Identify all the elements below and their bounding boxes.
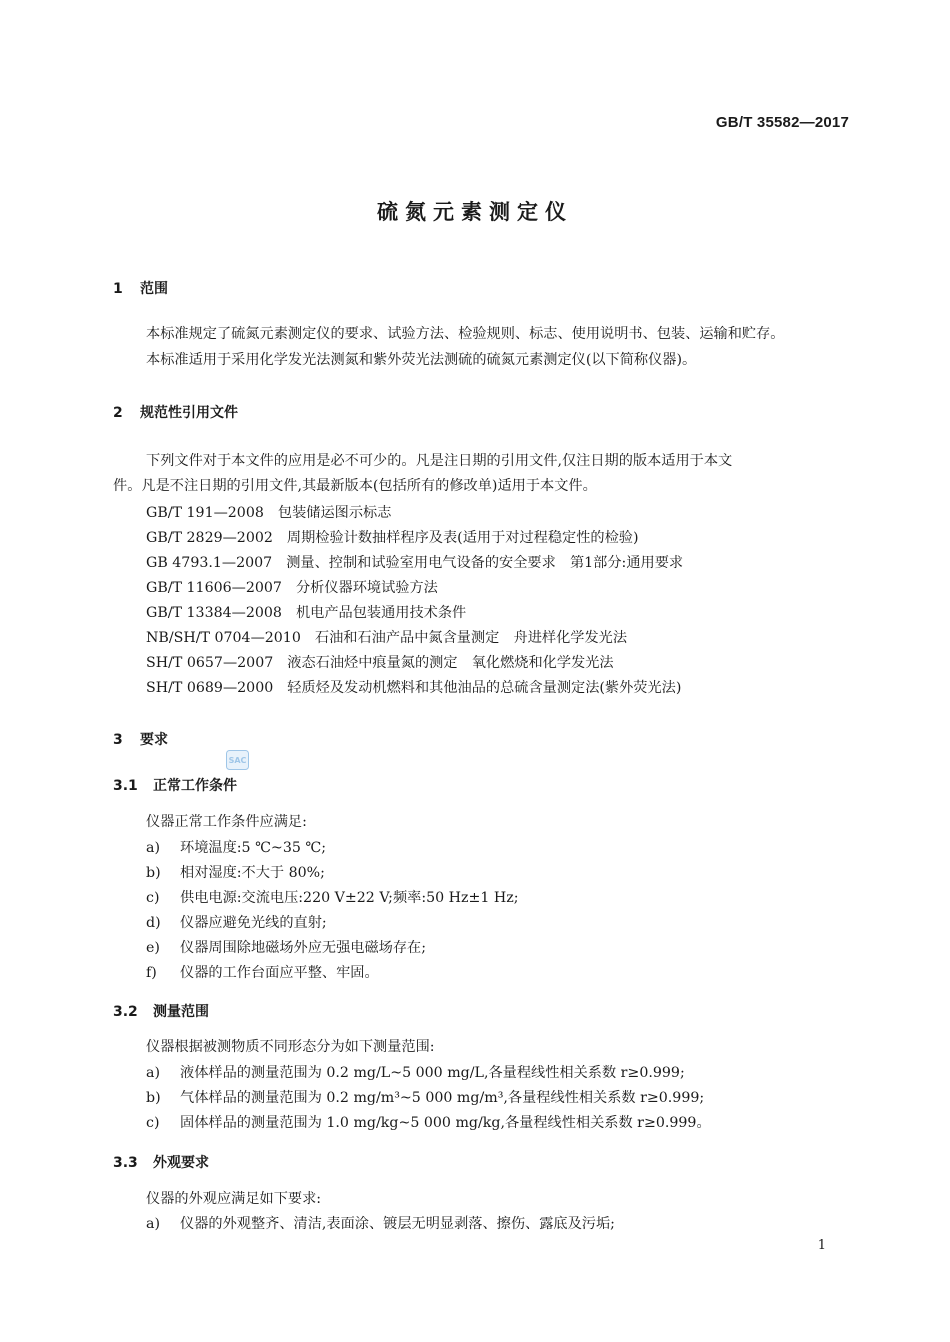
list-marker: c) (146, 1115, 160, 1131)
section-3-1-intro: 仪器正常工作条件应满足: (146, 814, 307, 830)
list-text: 液体样品的测量范围为 0.2 mg/L~5 000 mg/L,各量程线性相关系数 r≥0.999; (180, 1065, 685, 1081)
reference-code: SH/T 0689—2000 (146, 680, 274, 696)
section-1-heading (113, 278, 168, 298)
reference-item (146, 627, 627, 647)
section-3-3-intro: 仪器的外观应满足如下要求: (146, 1191, 322, 1207)
list-text: 仪器的工作台面应平整、牢固。 (180, 965, 379, 981)
reference-title: 轻质烃及发动机燃料和其他油品的总硫含量测定法(紫外荧光法) (287, 680, 682, 696)
section-2-paragraph-line-1: 下列文件对于本文件的应用是必不可少的。凡是注日期的引用文件,仅注日期的版本适用于本文 (146, 453, 733, 469)
reference-title: 周期检验计数抽样程序及表(适用于对过程稳定性的检验) (286, 530, 639, 546)
section-title: 外观要求 (153, 1155, 209, 1171)
list-item (146, 1112, 711, 1132)
list-text: 环境温度:5 ℃~35 ℃; (180, 840, 327, 856)
list-marker: a) (146, 840, 160, 856)
list-text: 相对湿度:不大于 80%; (180, 865, 325, 881)
reference-item (146, 527, 639, 547)
list-text: 固体样品的测量范围为 1.0 mg/kg~5 000 mg/kg,各量程线性相关系数 r≥0.999。 (180, 1115, 711, 1131)
list-item (146, 1087, 704, 1107)
list-item (146, 937, 426, 957)
list-item (146, 1213, 615, 1233)
list-marker: f) (146, 965, 157, 981)
section-3-1-heading (113, 775, 237, 795)
reference-title: 石油和石油产品中氮含量测定 舟进样化学发光法 (314, 630, 628, 646)
section-title: 范围 (140, 281, 168, 297)
section-3-3-heading (113, 1152, 209, 1172)
list-marker: c) (146, 890, 160, 906)
list-text: 供电电源:交流电压:220 V±22 V;频率:50 Hz±1 Hz; (180, 890, 519, 906)
reference-code: GB/T 191—2008 (146, 505, 264, 521)
reference-item (146, 552, 683, 572)
list-item (146, 1062, 685, 1082)
section-1-paragraph-1: 本标准规定了硫氮元素测定仪的要求、试验方法、检验规则、标志、使用说明书、包装、运输和贮存。 (146, 326, 785, 342)
list-text: 气体样品的测量范围为 0.2 mg/m³~5 000 mg/m³,各量程线性相关系数 r≥0.999; (180, 1090, 705, 1106)
section-3-2-intro: 仪器根据被测物质不同形态分为如下测量范围: (146, 1039, 435, 1055)
reference-code: GB/T 11606—2007 (146, 580, 282, 596)
section-title: 要求 (140, 732, 168, 748)
section-1-paragraph-2: 本标准适用于采用化学发光法测氮和紫外荧光法测硫的硫氮元素测定仪(以下简称仪器)。 (146, 352, 697, 368)
reference-code: SH/T 0657—2007 (146, 655, 274, 671)
list-marker: e) (146, 940, 160, 956)
reference-code: GB 4793.1—2007 (146, 555, 273, 571)
sac-watermark-logo (226, 750, 249, 770)
section-number: 1 (113, 281, 123, 297)
reference-code: GB/T 13384—2008 (146, 605, 282, 621)
list-item (146, 912, 327, 932)
reference-title: 机电产品包装通用技术条件 (295, 605, 467, 621)
list-item (146, 837, 326, 857)
reference-item (146, 502, 391, 522)
page-number: 1 (817, 1238, 826, 1253)
reference-item (146, 677, 681, 697)
list-marker: a) (146, 1065, 160, 1081)
list-marker: d) (146, 915, 161, 931)
section-2-paragraph-line-2: 件。凡是不注日期的引用文件,其最新版本(包括所有的修改单)适用于本文件。 (113, 478, 597, 494)
reference-code: GB/T 2829—2002 (146, 530, 273, 546)
reference-title: 液态石油烃中痕量氮的测定 氧化燃烧和化学发光法 (287, 655, 614, 671)
list-item (146, 862, 325, 882)
section-title: 测量范围 (153, 1004, 209, 1020)
section-number: 3.1 (113, 778, 138, 794)
document-title: 硫氮元素测定仪 (377, 200, 573, 224)
list-text: 仪器应避免光线的直射; (180, 915, 327, 931)
section-number: 2 (113, 405, 123, 421)
reference-title: 包装储运图示标志 (277, 505, 392, 521)
list-item (146, 962, 379, 982)
reference-item (146, 602, 466, 622)
list-text: 仪器的外观整齐、清洁,表面涂、镀层无明显剥落、擦伤、露底及污垢; (180, 1216, 615, 1232)
list-text: 仪器周围除地磁场外应无强电磁场存在; (180, 940, 426, 956)
section-number: 3 (113, 732, 123, 748)
section-title: 规范性引用文件 (140, 405, 238, 421)
list-marker: b) (146, 865, 161, 881)
reference-item (146, 577, 438, 597)
section-number: 3.3 (113, 1155, 138, 1171)
section-3-heading (113, 729, 168, 749)
list-item (146, 887, 519, 907)
section-3-2-heading (113, 1001, 209, 1021)
reference-title: 测量、控制和试验室用电气设备的安全要求 第1部分:通用要求 (286, 555, 684, 571)
section-2-heading (113, 402, 238, 422)
list-marker: b) (146, 1090, 161, 1106)
reference-item (146, 652, 614, 672)
reference-code: NB/SH/T 0704—2010 (146, 630, 301, 646)
section-title: 正常工作条件 (153, 778, 237, 794)
section-number: 3.2 (113, 1004, 138, 1020)
reference-title: 分析仪器环境试验方法 (295, 580, 438, 596)
standard-code: GB/T 35582—2017 (715, 114, 849, 131)
list-marker: a) (146, 1216, 160, 1232)
watermark-text: SAC (228, 756, 247, 765)
